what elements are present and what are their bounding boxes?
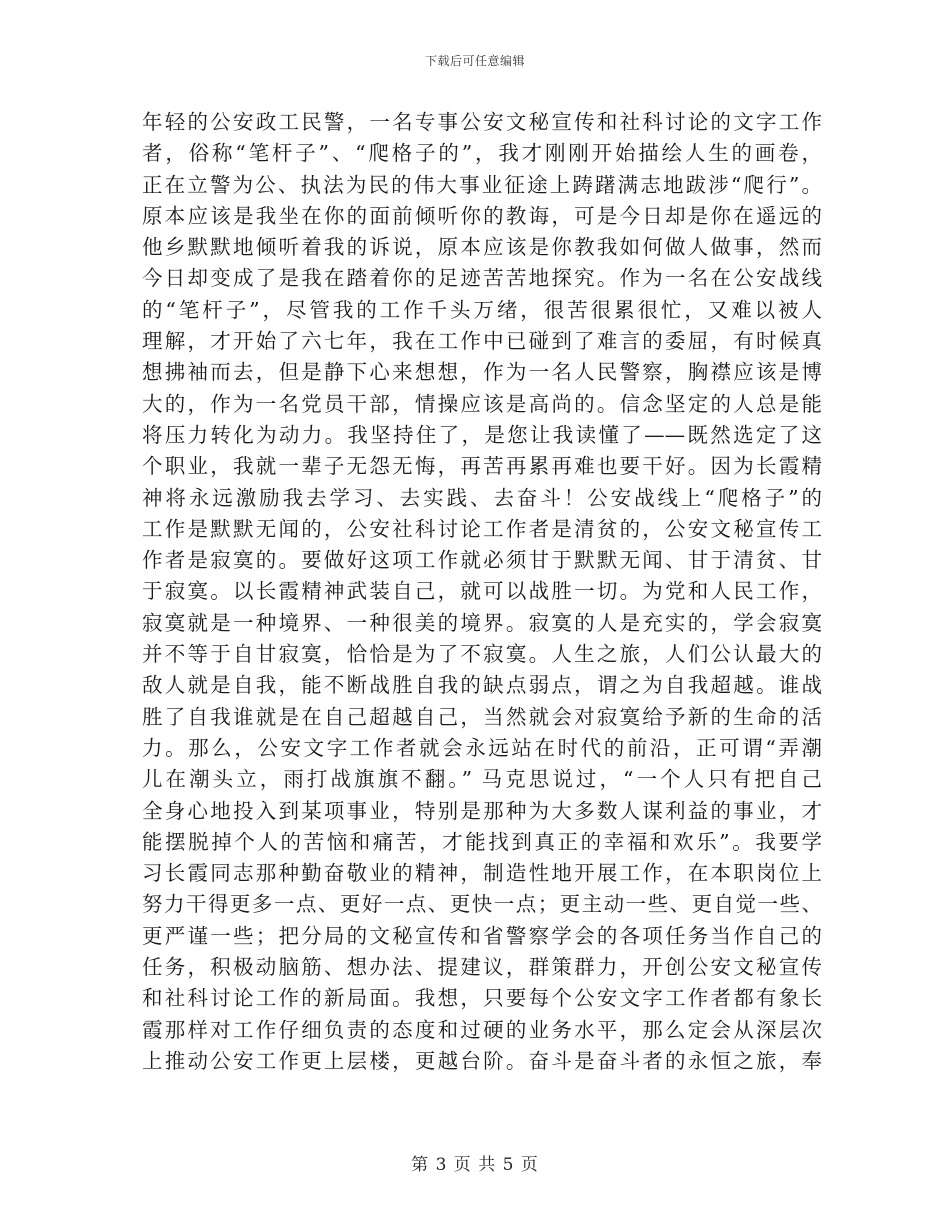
text-line: 将压力转化为动力。我坚持住了，是您让我读懂了——既然选定了这 <box>142 422 822 447</box>
text-line: 想拂袖而去，但是静下心来想想，作为一名人民警察，胸襟应该是博 <box>142 360 822 385</box>
document-body <box>142 107 822 1077</box>
text-line: 胜了自我谁就是在自己超越自己，当然就会对寂寞给予新的生命的活 <box>142 704 822 729</box>
text-line: 原本应该是我坐在你的面前倾听你的教诲，可是今日却是你在遥远的 <box>142 203 822 228</box>
text-line: 和社科讨论工作的新局面。我想，只要每个公安文字工作者都有象长 <box>142 986 822 1011</box>
text-line: 作者是寂寞的。要做好这项工作就必须甘于默默无闻、甘于清贫、甘 <box>142 548 822 573</box>
text-line: 者，俗称“笔杆子”、“爬格子的”，我才刚刚开始描绘人生的画卷， <box>142 141 822 166</box>
text-line: 更严谨一些；把分局的文秘宣传和省警察学会的各项任务当作自己的 <box>142 923 822 948</box>
text-line: 于寂寞。以长霞精神武装自己，就可以战胜一切。为党和人民工作， <box>142 579 822 604</box>
page-number: 第 3 页 共 5 页 <box>411 1155 539 1175</box>
text-line: 正在立警为公、执法为民的伟大事业征途上踌躇满志地跋涉“爬行”。 <box>142 172 822 197</box>
text-line: 的“笔杆子”，尽管我的工作千头万绪，很苦很累很忙，又难以被人 <box>142 297 822 322</box>
text-line: 努力干得更多一点、更好一点、更快一点；更主动一些、更自觉一些、 <box>142 892 822 917</box>
page-header-note: 下载后可任意编辑 <box>424 54 525 68</box>
text-line: 上推动公安工作更上层楼，更越台阶。奋斗是奋斗者的永恒之旅，奉 <box>142 1048 822 1073</box>
text-line: 霞那样对工作仔细负责的态度和过硬的业务水平，那么定会从深层次 <box>142 1017 822 1042</box>
text-line: 敌人就是自我，能不断战胜自我的缺点弱点，谓之为自我超越。谁战 <box>142 673 822 698</box>
text-line: 个职业，我就一辈子无怨无悔，再苦再累再难也要干好。因为长霞精 <box>142 454 822 479</box>
text-line: 儿在潮头立，雨打战旗旗不翻。” 马克思说过，“一个人只有把自己 <box>142 767 822 792</box>
text-line: 任务，积极动脑筋、想办法、提建议，群策群力，开创公安文秘宣传 <box>142 955 822 980</box>
text-line: 工作是默默无闻的，公安社科讨论工作者是清贫的，公安文秘宣传工 <box>142 516 822 541</box>
text-line: 今日却变成了是我在踏着你的足迹苦苦地探究。作为一名在公安战线 <box>142 266 822 291</box>
text-line: 他乡默默地倾听着我的诉说，原本应该是你教我如何做人做事，然而 <box>142 235 822 260</box>
text-line: 全身心地投入到某项事业，特别是那种为大多数人谋利益的事业，才 <box>142 798 822 823</box>
text-line: 习长霞同志那种勤奋敬业的精神，制造性地开展工作，在本职岗位上 <box>142 861 822 886</box>
text-line: 寂寞就是一种境界、一种很美的境界。寂寞的人是充实的，学会寂寞 <box>142 610 822 635</box>
text-line: 能摆脱掉个人的苦恼和痛苦，才能找到真正的幸福和欢乐”。我要学 <box>142 829 822 854</box>
text-line: 理解，才开始了六七年，我在工作中已碰到了难言的委屈，有时候真 <box>142 329 822 354</box>
text-line: 神将永远激励我去学习、去实践、去奋斗！公安战线上“爬格子”的 <box>142 485 822 510</box>
text-line: 年轻的公安政工民警，一名专事公安文秘宣传和社科讨论的文字工作 <box>142 110 822 134</box>
text-line: 并不等于自甘寂寞，恰恰是为了不寂寞。人生之旅，人们公认最大的 <box>142 642 822 667</box>
text-line: 大的，作为一名党员干部，情操应该是高尚的。信念坚定的人总是能 <box>142 391 822 416</box>
text-line: 力。那么，公安文字工作者就会永远站在时代的前沿，正可谓“弄潮 <box>142 735 822 760</box>
